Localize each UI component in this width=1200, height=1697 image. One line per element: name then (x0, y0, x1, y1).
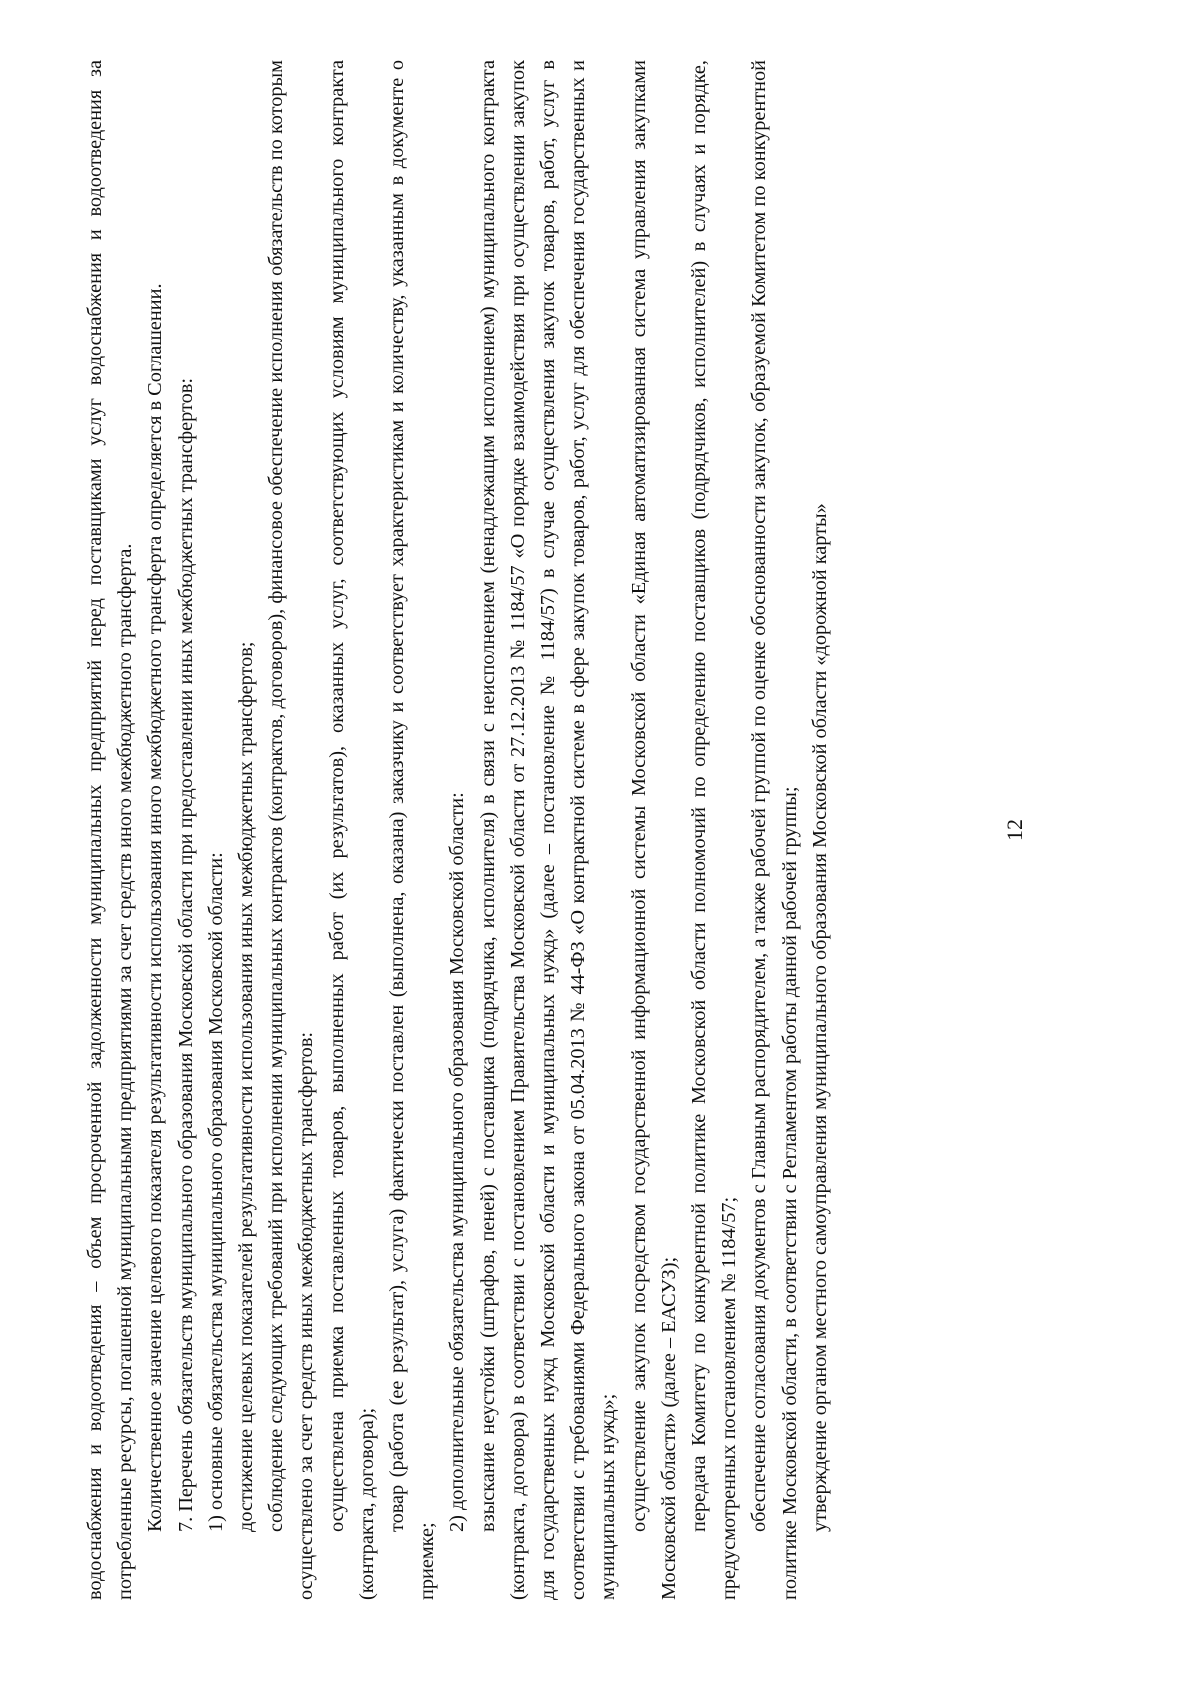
paragraph-3: 7. Перечень обязательств муниципального образования Московской области при предоставлении иных межбюджетных трансфертов: (174, 378, 197, 1532)
paragraph-14: утверждение органом местного самоуправления муниципального образования Московской области «дорожной карты» (808, 503, 831, 1532)
page-number: 12 (1002, 819, 1027, 841)
paragraph-11: осуществление закупок посредством государственной информационной системы Московской области «Единая автоматизированная система управления закупками Московской области» (далее – ЕАСУЗ); (627, 60, 680, 1600)
paragraph-2: Количественное значение целевого показателя результативности использования иного межбюджетного трансферта определяется в Соглашении. (144, 283, 167, 1532)
paragraph-9: 2) дополнительные обязательства муниципального образования Московской области: (446, 792, 469, 1532)
paragraph-7: осуществлена приемка поставленных товаров, выполненных работ (их результатов), оказанных услуг, соответствующих условиям муниципального контракта (контракта, договора); (325, 60, 378, 1600)
document-body (80, 60, 980, 1600)
paragraph-8: товар (работа (ее результат), услуга) фактически поставлен (выполнена, оказана) заказчику и соответствует характеристикам и количеству, указанным в документе о приемке; (386, 60, 439, 1600)
paragraph-5: достижение целевых показателей результативности использования иных межбюджетных трансфертов; (235, 641, 258, 1532)
paragraph-1: водоснабжения и водоотведения – объем просроченной задолженности муниципальных предприятий перед поставщиками услуг водоснабжения и водоотведения за потребленные ресурсы, погашенной муниципальными предприятиями за счет средств иного межбюджетного трансферта. (84, 60, 137, 1600)
paragraph-12: передача Комитету по конкурентной политике Московской области полномочий по определению поставщиков (подрядчиков, исполнителей) в случаях и порядке, предусмотренных постановлением № 1184/57; (688, 60, 741, 1600)
paragraph-13: обеспечение согласования документов с Главным распорядителем, а также рабочей группой по оценке обоснованности закупок, образуемой Комитетом по конкурентной политике Московской области, в соответствии с Регламентом работы данной рабочей группы; (748, 60, 801, 1600)
paragraph-4: 1) основные обязательства муниципального образования Московской области: (204, 852, 227, 1532)
paragraph-6: соблюдение следующих требований при исполнении муниципальных контрактов (контрактов, договоров), финансовое обеспечение исполнения обязательств по которым осуществлено за счет средств иных межбюджетных трансфертов: (265, 60, 318, 1600)
rotated-page-content (80, 60, 1090, 1600)
paragraph-10: взыскание неустойки (штрафов, пеней) с поставщика (подрядчика, исполнителя) в связи с неисполнением (ненадлежащим исполнением) муниципального контракта (контракта, договора) в соответствии с постановлением Правительства Московской области от 27.12.2013 № 1184/57 «О порядке взаимодействия при осуществлении закупок для государственных нужд Московской области и муниципальных нужд» (далее – постановление № 1184/57) в случае осуществления закупок товаров, работ, услуг в соответствии с требованиями Федерального закона от 05.04.2013 № 44-ФЗ «О контрактной системе в сфере закупок товаров, работ, услуг для обеспечения государственных и муниципальных нужд»; (476, 60, 620, 1600)
